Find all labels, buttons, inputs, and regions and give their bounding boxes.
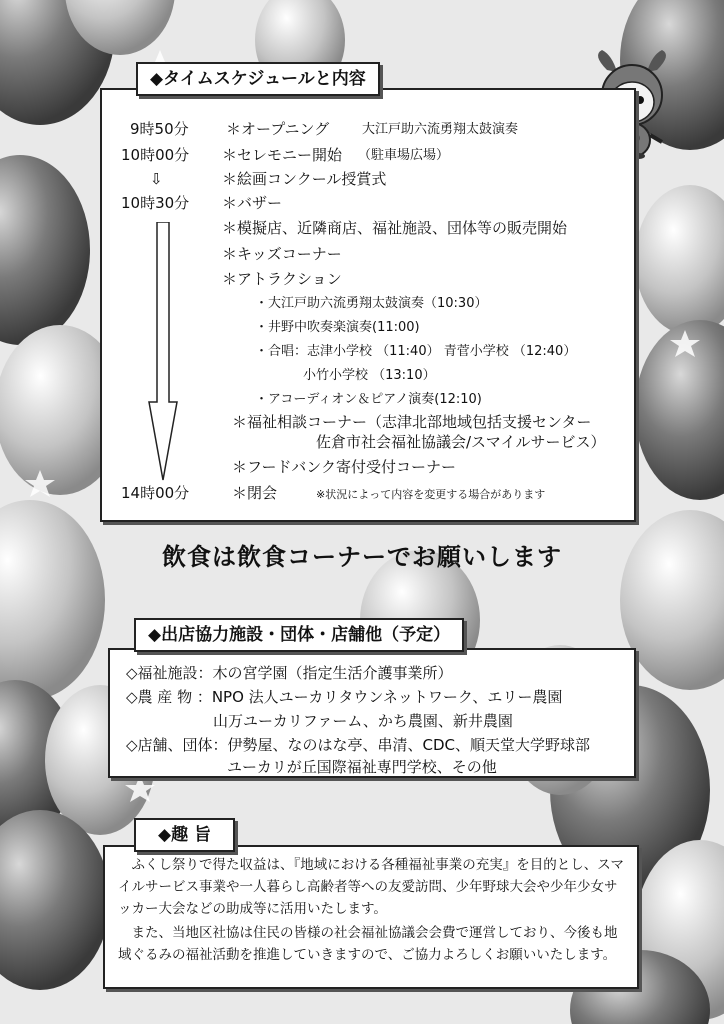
small-down-arrow: ⇩ xyxy=(150,170,163,188)
schedule-heading: ◆タイムスケジュールと内容 xyxy=(136,62,380,96)
item-ceremony: ＊セレモニー開始 xyxy=(222,146,343,164)
purpose-paragraph-2: また、当地区社協は住民の皆様の社会福祉協議会会費で運営しており、今後も地域ぐるみの福祉活動を推進していきますので、ご協力よろしくお願いいたします。 xyxy=(118,925,618,963)
item-consult-2: 佐倉市社会福祉協議会/スマイルサービス） xyxy=(316,433,606,451)
purpose-heading: ◆趣 旨 xyxy=(134,818,235,852)
time-1000: 10時00分 xyxy=(121,146,190,164)
food-notice-headline: 飲食は飲食コーナーでお願いします xyxy=(162,543,562,571)
item-kids: ＊キッズコーナー xyxy=(222,245,342,263)
item-closing: ＊閉会 xyxy=(232,484,278,502)
timeline-arrow xyxy=(148,222,178,482)
shops-line-2: ◇農 産 物 ：NPO 法人ユーカリタウンネットワーク、エリー農園 xyxy=(126,688,563,706)
item-attraction: ＊アトラクション xyxy=(222,270,342,288)
attraction-3: ・合唱：志津小学校 （11:40） 青菅小学校 （12:40） xyxy=(255,344,577,359)
purpose-paragraph-1: ふくし祭りで得た収益は、『地域における各種福祉事業の充実』を目的とし、スマイルサービス事業や一人暮らし高齢者等への友愛訪問、少年野球大会や少年少女サッカー大会などの助成等に活用いたします。 xyxy=(118,857,624,917)
attraction-4: ・アコーディオン＆ピアノ演奏(12:10) xyxy=(255,392,482,407)
attraction-1: ・大江戸助六流勇翔太鼓演奏（10:30） xyxy=(255,296,488,311)
item-opening-note: 大江戸助六流勇翔太鼓演奏 xyxy=(362,122,519,137)
shops-line-3: 山万ユーカリファーム、かち農園、新井農園 xyxy=(213,712,513,730)
shops-line-5: ユーカリが丘国際福祉専門学校、その他 xyxy=(227,758,497,776)
item-contest: ＊絵画コンクール授賞式 xyxy=(222,170,387,188)
item-shops: ＊模擬店、近隣商店、福祉施設、団体等の販売開始 xyxy=(222,219,568,237)
closing-note: ※状況によって内容を変更する場合があります xyxy=(316,488,546,501)
shops-line-4: ◇店舗、団体：伊勢屋、なのはな亭、串清、CDC、順天堂大学野球部 xyxy=(126,736,591,754)
attraction-2: ・井野中吹奏楽演奏(11:00) xyxy=(255,320,420,335)
time-1030: 10時30分 xyxy=(121,194,190,212)
shops-line-1: ◇福祉施設：木の宮学園（指定生活介護事業所） xyxy=(126,664,453,682)
attraction-3b: 小竹小学校 （13:10） xyxy=(303,368,436,383)
time-0950: 9時50分 xyxy=(130,120,189,138)
item-ceremony-note: （駐車場広場） xyxy=(358,148,450,163)
shops-heading: ◆出店協力施設・団体・店舗他（予定） xyxy=(134,618,464,652)
item-bazaar: ＊バザー xyxy=(222,194,283,212)
item-foodbank: ＊フードバンク寄付受付コーナー xyxy=(232,458,456,476)
item-consult: ＊福祉相談コーナー（志津北部地域包括支援センター xyxy=(232,413,592,431)
item-opening: ＊オープニング xyxy=(226,120,330,138)
time-1400: 14時00分 xyxy=(121,484,190,502)
